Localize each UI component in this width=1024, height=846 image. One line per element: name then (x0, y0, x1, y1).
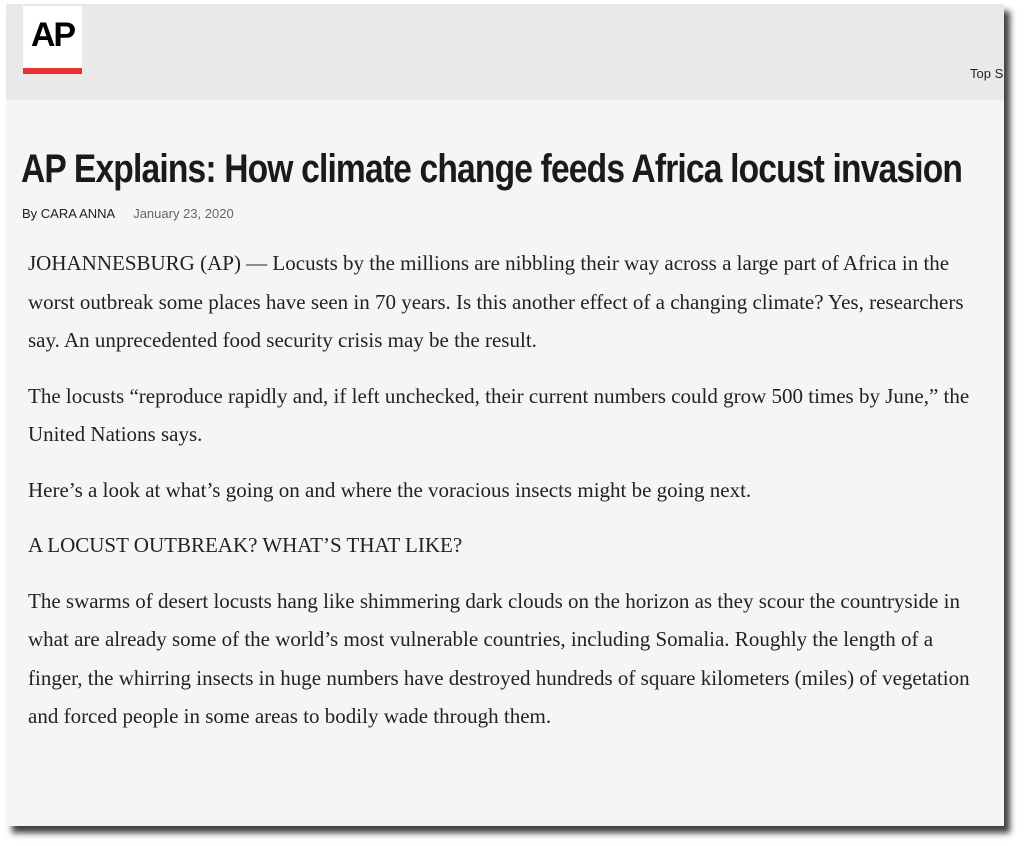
section-subhead: A LOCUST OUTBREAK? WHAT’S THAT LIKE? (28, 533, 463, 557)
nav-top-stories-link[interactable]: Top S (970, 66, 1004, 81)
author-name[interactable]: By CARA ANNA (22, 206, 116, 221)
ap-logo-text: AP (30, 16, 75, 54)
article-body (28, 244, 988, 753)
article-byline (22, 205, 234, 223)
paragraph-un-quote: The locusts “reproduce rapidly and, if left unchecked, their current numbers could grow 500 times by June,” the United Nations says. (28, 383, 970, 446)
paragraph-lede: JOHANNESBURG (AP) — Locusts by the millions are nibbling their way across a large part of Africa in the worst outbreak some places have seen in 70 years. Is this another effect of a changing climate? Yes, researchers say. An unprecedented food security crisis may be the result. (28, 251, 964, 352)
publish-date: January 23, 2020 (133, 206, 234, 221)
paragraph-overview: Here’s a look at what’s going on and where the voracious insects might be going next. (28, 477, 752, 502)
ap-logo[interactable] (23, 6, 82, 74)
ap-logo-red-bar (23, 68, 82, 74)
paragraph-swarms: The swarms of desert locusts hang like shimmering dark clouds on the horizon as they scour the countryside in what are already some of the world’s most vulnerable countries, including Somalia. Roughly the length of a finger, the whirring insects in huge numbers have destroyed hundreds of square kilometers (miles) of vegetation and forced people in some areas to bodily wade through them. (28, 588, 970, 728)
page-screenshot (6, 4, 1004, 826)
article-headline: AP Explains: How climate change feeds Africa locust invasion (21, 147, 963, 191)
site-header (6, 4, 1004, 100)
